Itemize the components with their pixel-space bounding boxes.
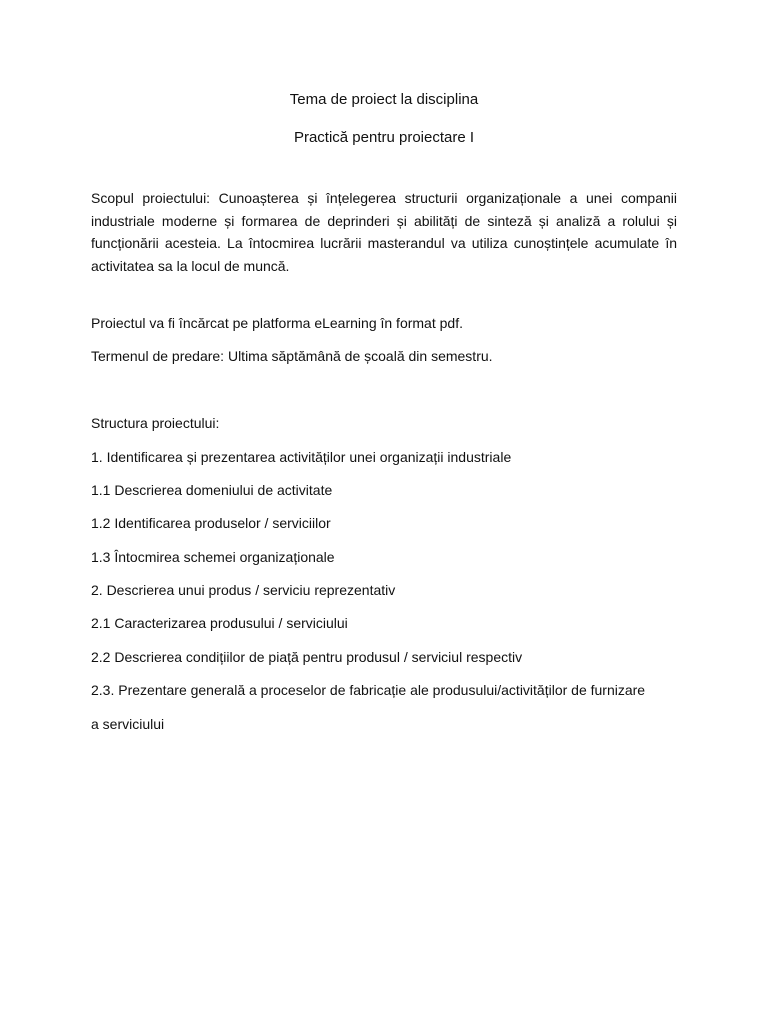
document-title: Tema de proiect la disciplina	[289, 91, 479, 108]
structure-item: 1. Identificarea și prezentarea activităților unei organizații industriale	[91, 449, 512, 465]
structure-item: 1.2 Identificarea produselor / serviciilor	[91, 515, 331, 531]
structure-item: 2.2 Descrierea condițiilor de piață pentru produsul / serviciul respectiv	[91, 649, 523, 665]
upload-note: Proiectul va fi încărcat pe platforma eLearning în format pdf.	[91, 315, 463, 331]
structure-heading: Structura proiectului:	[91, 415, 220, 431]
structure-item: 1.1 Descrierea domeniului de activitate	[91, 482, 333, 498]
structure-item: 1.3 Întocmirea schemei organizaționale	[91, 549, 335, 565]
document-subtitle: Practică pentru proiectare I	[293, 129, 475, 146]
deadline-note: Termenul de predare: Ultima săptămână de școală din semestru.	[91, 348, 493, 364]
purpose-paragraph: Scopul proiectului: Cunoașterea și înțelegerea structurii organizaționale a unei companii industriale moderne și formarea de deprinderi și abilități de sinteză și analiză a rolului și funcționării acesteia. La întocmirea lucrării masterandul va utiliza cunoștințele acumulate în activitatea sa la locul de muncă.	[91, 190, 677, 274]
structure-item: 2.1 Caracterizarea produsului / serviciului	[91, 615, 348, 631]
structure-item: 2. Descrierea unui produs / serviciu reprezentativ	[91, 582, 396, 598]
structure-item-continuation: a serviciului	[91, 716, 165, 732]
structure-item: 2.3. Prezentare generală a proceselor de fabricație ale produsului/activităților de furnizare	[91, 682, 646, 698]
